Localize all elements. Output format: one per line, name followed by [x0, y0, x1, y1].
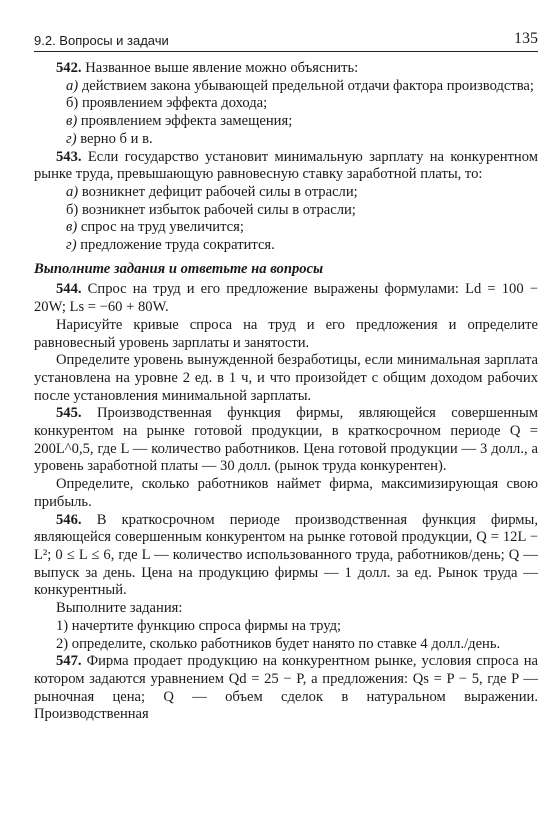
question-paragraph: Нарисуйте кривые спроса на труд и его предложения и определите равновесный уровень зарплаты и занятости. — [34, 316, 538, 351]
question-paragraph: Определите, сколько работников наймет фирма, максимизирующая свою прибыль. — [34, 476, 538, 510]
page-body — [34, 60, 538, 724]
answer-option: а) возникнет дефицит рабочей силы в отрасли; — [66, 183, 358, 200]
page-number: 135 — [514, 30, 538, 47]
section-title: 9.2. Вопросы и задачи — [34, 33, 169, 48]
answer-option: а) действием закона убывающей предельной отдачи фактора производства; — [66, 77, 534, 94]
answer-option: г) предложение труда сократится. — [66, 237, 275, 254]
running-head — [34, 30, 538, 52]
question-number: 542. — [56, 60, 82, 76]
question-546 — [34, 512, 538, 601]
question-stem: Если государство установит минимальную зарплату на конкурентном рынке труда, превышающую равновесную ставку заработной платы, то: — [34, 148, 538, 183]
question-stem: Названное выше явление можно объяснить: — [81, 60, 359, 76]
question-547 — [34, 653, 538, 724]
question-544 — [34, 281, 538, 316]
answer-option: в) спрос на труд увеличится; — [66, 219, 244, 236]
question-543 — [34, 149, 538, 184]
question-number: 546. — [56, 511, 82, 528]
question-number: 547. — [56, 653, 82, 670]
question-545 — [34, 405, 538, 476]
question-number: 543. — [56, 148, 82, 165]
answer-option: б) возникнет избыток рабочей силы в отрасли; — [66, 201, 356, 218]
question-stem: В краткосрочном периоде производственная функция фирмы, являющейся совершенным конкурентом на рынке готовой продукции, Q = 12L − L²; 0 ≤ L ≤ 6, где L — количество использованного труда, работников/день; Q — выпуск за день. Цена на продукцию фирмы — 1 долл. за ед. Рынок труда — конкурентный. — [34, 511, 538, 599]
question-stem: Производственная функция фирмы, являющейся совершенным конкурентом на рынке готовой продукции, в краткосрочном периоде Q = 200L^0,5, где L — количество работников. Цена готовой продукции — 3 долл., а уровень заработной платы — 30 долл. (рынок труда конкурентен). — [34, 405, 538, 475]
question-number: 545. — [56, 405, 82, 422]
question-542 — [34, 60, 538, 78]
question-number: 544. — [56, 281, 82, 298]
question-paragraph: Выполните задания: — [56, 600, 183, 617]
answer-option: в) проявлением эффекта замещения; — [66, 113, 293, 130]
answer-option: б) проявлением эффекта дохода; — [66, 95, 268, 112]
question-stem: Фирма продает продукцию на конкурентном рынке, условия спроса на котором задаются уравнением Qd = 25 − P, а предложения: Qs = P − 5, где P — рыночная цена; Q — объем сделок в натуральном выражении. Производственная — [34, 653, 538, 723]
question-stem: Спрос на труд и его предложение выражены формулами: Ld = 100 − 20W; Ls = −60 + 80W. — [34, 281, 538, 316]
section-heading: Выполните задания и ответьте на вопросы — [34, 260, 324, 277]
task-item: 2) определите, сколько работников будет нанято по ставке 4 долл./день. — [56, 635, 501, 652]
task-item: 1) начертите функцию спроса фирмы на труд; — [56, 617, 342, 634]
answer-option: г) верно б и в. — [66, 130, 153, 147]
question-paragraph: Определите уровень вынужденной безработицы, если минимальная зарплата установлена на уровне 2 ед. в 1 ч, и что произойдет с общим доходом рабочих после установления минимальной зарплаты. — [34, 352, 538, 404]
